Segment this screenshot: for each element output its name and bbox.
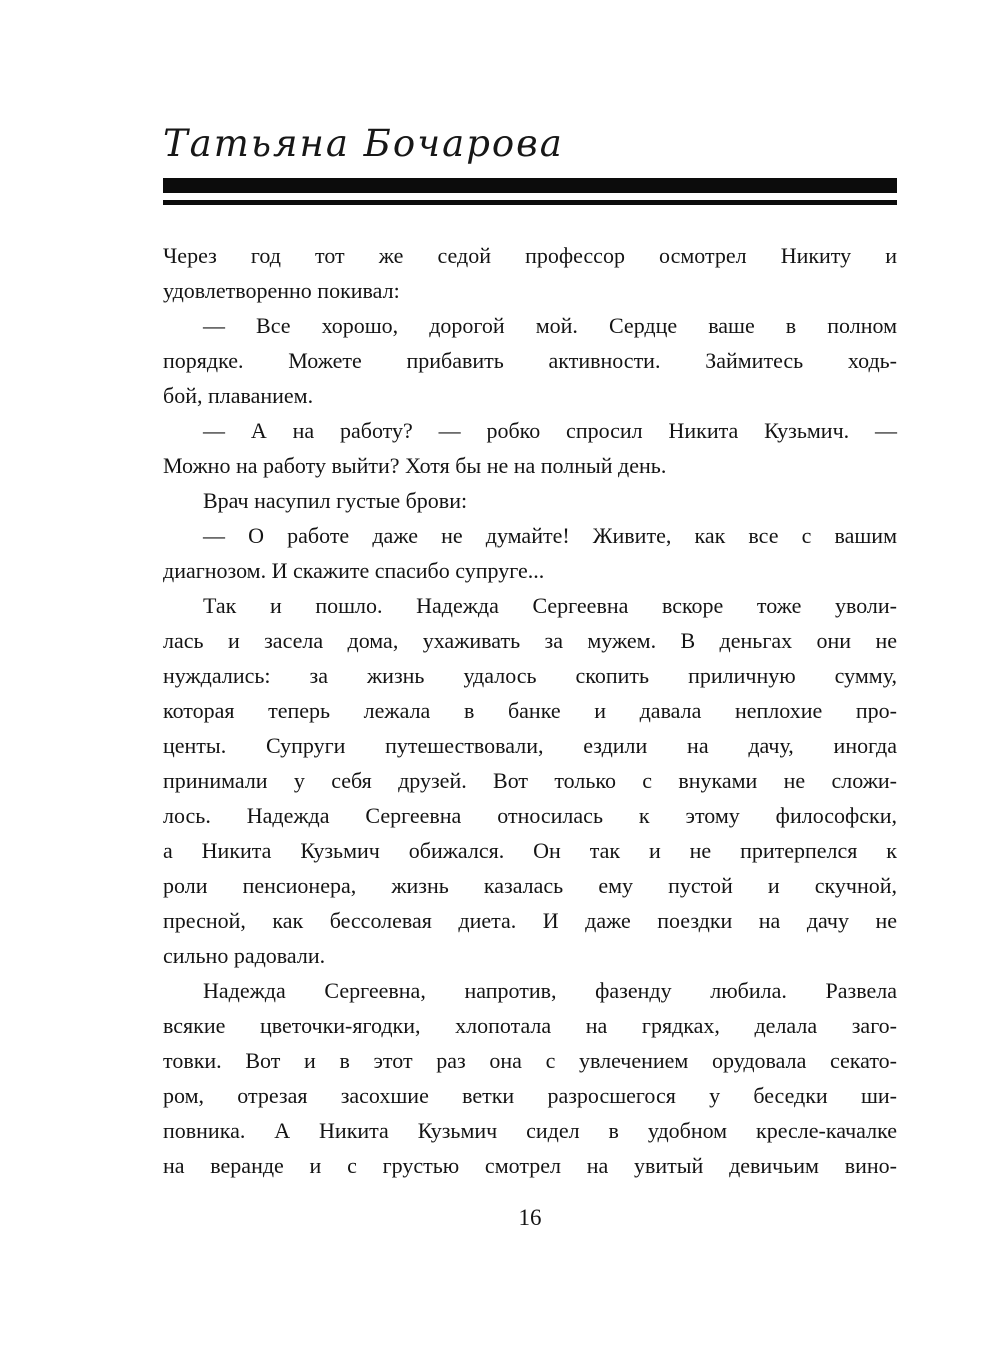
text-line: лось. Надежда Сергеевна относилась к этому философски, bbox=[163, 803, 897, 828]
body-text bbox=[163, 238, 897, 1183]
text-line: пресной, как бессолевая диета. И даже поездки на дачу не bbox=[163, 908, 897, 933]
text-line: повника. А Никита Кузьмич сидел в удобном кресле-качалке bbox=[163, 1118, 897, 1143]
text-line: Можно на работу выйти? Хотя бы не на полный день. bbox=[163, 453, 667, 478]
text-line: Врач насупил густые брови: bbox=[203, 488, 468, 513]
text-line: — Все хорошо, дорогой мой. Сердце ваше в полном bbox=[203, 313, 897, 338]
paragraph bbox=[163, 483, 897, 518]
header-rule-thick bbox=[163, 178, 897, 193]
text-line: сильно радовали. bbox=[163, 943, 326, 968]
page-number: 16 bbox=[518, 1205, 542, 1230]
text-line: центы. Супруги путешествовали, ездили на дачу, иногда bbox=[163, 733, 897, 758]
header-rule-thin bbox=[163, 200, 897, 205]
text-line: — О работе даже не думайте! Живите, как все с вашим bbox=[203, 523, 897, 548]
paragraph bbox=[163, 308, 897, 413]
text-line: нуждались: за жизнь удалось скопить приличную сумму, bbox=[163, 663, 897, 688]
text-line: всякие цветочки-ягодки, хлопотала на грядках, делала заго- bbox=[163, 1013, 897, 1038]
paragraph bbox=[163, 973, 897, 1183]
text-line: лась и засела дома, ухаживать за мужем. В деньгах они не bbox=[163, 628, 897, 653]
author-running-head: Татьяна Бочарова bbox=[163, 122, 564, 165]
text-line: удовлетворенно покивал: bbox=[163, 278, 400, 303]
text-line: роли пенсионера, жизнь казалась ему пустой и скучной, bbox=[163, 873, 897, 898]
paragraph bbox=[163, 518, 897, 588]
text-line: Надежда Сергеевна, напротив, фазенду любила. Развела bbox=[203, 978, 897, 1003]
text-line: принимали у себя друзей. Вот только с внуками не сложи- bbox=[163, 768, 897, 793]
paragraph bbox=[163, 413, 897, 483]
text-line: бой, плаванием. bbox=[163, 383, 314, 408]
text-line: ром, отрезая засохшие ветки разросшегося у беседки ши- bbox=[163, 1083, 897, 1108]
text-line: диагнозом. И скажите спасибо супруге... bbox=[163, 558, 545, 583]
text-line: Так и пошло. Надежда Сергеевна вскоре тоже уволи- bbox=[203, 593, 897, 618]
text-line: — А на работу? — робко спросил Никита Кузьмич. — bbox=[203, 418, 897, 443]
text-line: Через год тот же седой профессор осмотрел Никиту и bbox=[163, 243, 897, 268]
text-line: порядке. Можете прибавить активности. Займитесь ходь- bbox=[163, 348, 897, 373]
text-line: а Никита Кузьмич обижался. Он так и не притерпелся к bbox=[163, 838, 897, 863]
text-line: на веранде и с грустью смотрел на увитый девичьим вино- bbox=[163, 1153, 897, 1178]
paragraph bbox=[163, 588, 897, 973]
text-line: которая теперь лежала в банке и давала неплохие про- bbox=[163, 698, 897, 723]
text-line: товки. Вот и в этот раз она с увлечением орудовала секато- bbox=[163, 1048, 897, 1073]
paragraph bbox=[163, 238, 897, 308]
